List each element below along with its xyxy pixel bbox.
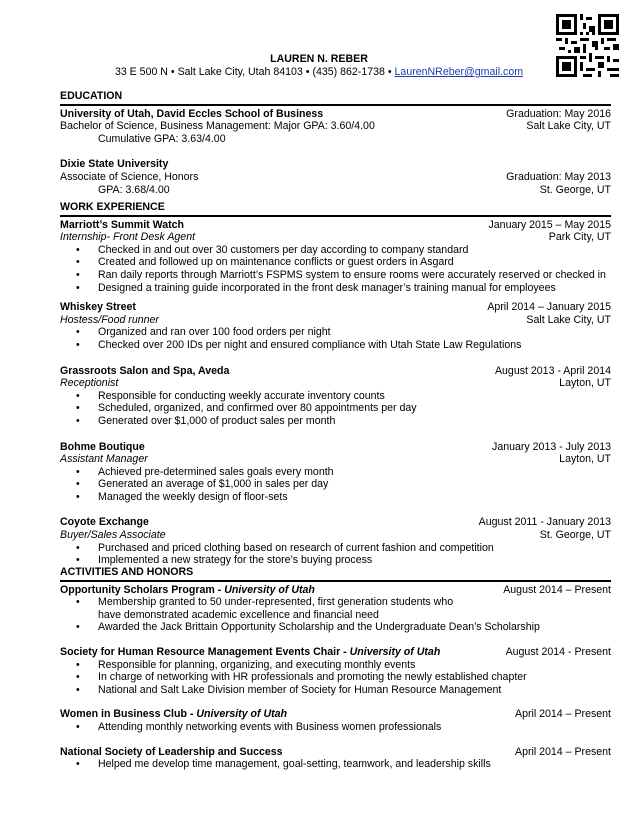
activity-org: University of Utah: [349, 645, 441, 658]
job-entry: [60, 516, 611, 566]
dates: April 2014 – Present: [515, 708, 611, 721]
school-name: University of Utah, David Eccles School of Business: [60, 107, 324, 120]
bullet: • Attending monthly networking events with Business women professionals: [60, 721, 611, 734]
dates: August 2013 - April 2014: [494, 364, 611, 377]
activity-entry: [60, 584, 611, 634]
dates: January 2013 - July 2013: [492, 440, 611, 453]
location: Layton, UT: [559, 453, 611, 466]
bullet: • Generated over $1,000 of product sales per month: [60, 415, 611, 428]
activity-name: National Society of Leadership and Success: [60, 745, 283, 758]
job-entry: [60, 301, 611, 351]
work-section: [60, 201, 611, 567]
role: Receptionist: [60, 377, 119, 390]
section-heading-education: EDUCATION: [60, 90, 611, 106]
degree: Associate of Science, Honors: [60, 170, 199, 183]
gpa: GPA: 3.68/4.00: [98, 183, 170, 196]
location: Salt Lake City, UT: [526, 313, 611, 326]
role: Assistant Manager: [60, 453, 148, 466]
bullet: • In charge of networking with HR professionals and promoting the newly established chapter: [60, 671, 611, 684]
activity-entry: [60, 746, 611, 771]
dates: January 2015 – May 2015: [488, 218, 611, 231]
bullet: • Awarded the Jack Brittain Opportunity Scholarship and the Undergraduate Dean’s Scholarship: [60, 621, 611, 634]
job-entry: [60, 441, 611, 504]
location: Layton, UT: [559, 377, 611, 390]
location: Salt Lake City, UT: [526, 120, 611, 133]
activity-entry: [60, 646, 611, 696]
location: St. George, UT: [539, 529, 611, 542]
bullet: • Helped me develop time management, goal-setting, teamwork, and leadership skills: [60, 758, 611, 771]
city: Salt Lake City, Utah 84103: [177, 66, 303, 78]
dates: August 2014 – Present: [503, 583, 611, 596]
bullet: • Purchased and priced clothing based on research of current fashion and competition: [60, 542, 611, 555]
bullet: • Achieved pre-determined sales goals every month: [60, 466, 611, 479]
role: Hostess/Food runner: [60, 313, 159, 326]
education-section: [60, 90, 611, 196]
company: Whiskey Street: [60, 301, 136, 314]
company: Grassroots Salon and Spa, Aveda: [60, 364, 230, 377]
bullet: • Scheduled, organized, and confirmed over 80 appointments per day: [60, 402, 611, 415]
bullet: • Generated an average of $1,000 in sales per day: [60, 478, 611, 491]
degree: Bachelor of Science, Business Management: Major GPA: 3.60/4.00: [60, 120, 375, 133]
bullet: • Organized and ran over 100 food orders per night: [60, 326, 611, 339]
job-entry: [60, 219, 611, 295]
company: Marriott’s Summit Watch: [60, 218, 184, 231]
dates: August 2014 - Present: [505, 645, 611, 658]
activity-org: University of Utah: [224, 583, 315, 596]
bullet: • Designed a training guide incorporated in the front desk manager’s training manual for employees: [60, 282, 611, 295]
school-name: Dixie State University: [60, 158, 169, 171]
location: Park City, UT: [548, 231, 611, 244]
education-row: [60, 108, 611, 121]
role: Buyer/Sales Associate: [60, 529, 166, 542]
phone: (435) 862-1738: [312, 66, 385, 78]
activities-section: [60, 566, 611, 771]
bullet: • Membership granted to 50 under-represented, first generation students who have demonstrated academic excellence and financial need: [60, 596, 611, 621]
role: Internship- Front Desk Agent: [60, 231, 196, 244]
graduation-date: Graduation: May 2013: [506, 170, 611, 183]
bullet: • Checked in and out over 30 customers per day according to company standard: [60, 244, 611, 257]
company: Coyote Exchange: [60, 516, 149, 529]
activity-name: Society for Human Resource Management Events Chair -: [60, 645, 350, 658]
dates: April 2014 – January 2015: [487, 301, 611, 314]
dates: April 2014 – Present: [515, 745, 611, 758]
resume-name: LAUREN N. REBER: [270, 53, 368, 65]
company: Bohme Boutique: [60, 440, 145, 453]
gpa: Cumulative GPA: 3.63/4.00: [98, 132, 226, 145]
section-heading-activities: ACTIVITIES AND HONORS: [60, 566, 611, 582]
bullet: • Created and followed up on maintenance conflicts or guest orders in Asgard: [60, 256, 611, 269]
bullet: • Responsible for conducting weekly accurate inventory counts: [60, 390, 611, 403]
bullet: • Ran daily reports through Marriott’s FSPMS system to ensure rooms were accurately reserved or checked in: [60, 269, 611, 282]
activity-org: University of Utah: [196, 708, 288, 721]
dates: August 2011 - January 2013: [478, 516, 611, 529]
bullet: • Managed the weekly design of floor-sets: [60, 491, 611, 504]
bullet: • Checked over 200 IDs per night and ensured compliance with Utah State Law Regulations: [60, 339, 611, 352]
bullet: • Responsible for planning, organizing, and executing monthly events: [60, 659, 611, 672]
bullet: • National and Salt Lake Division member of Society for Human Resource Management: [60, 684, 611, 697]
activity-name: Opportunity Scholars Program -: [60, 583, 225, 596]
bullet: • Implemented a new strategy for the store’s buying process: [60, 554, 611, 567]
section-heading-work: WORK EXPERIENCE: [60, 201, 611, 217]
location: St. George, UT: [539, 183, 611, 196]
activity-name: Women in Business Club -: [60, 708, 197, 721]
address: 33 E 500 N: [114, 66, 168, 78]
email-link[interactable]: LaurenNReber@gmail.com: [394, 66, 524, 78]
graduation-date: Graduation: May 2016: [506, 107, 611, 120]
job-entry: [60, 365, 611, 428]
contact-line: 33 E 500 N • Salt Lake City, Utah 84103 • (435) 862-1738 • LaurenNReber@gmail.com: [114, 66, 524, 78]
activity-entry: [60, 708, 611, 733]
